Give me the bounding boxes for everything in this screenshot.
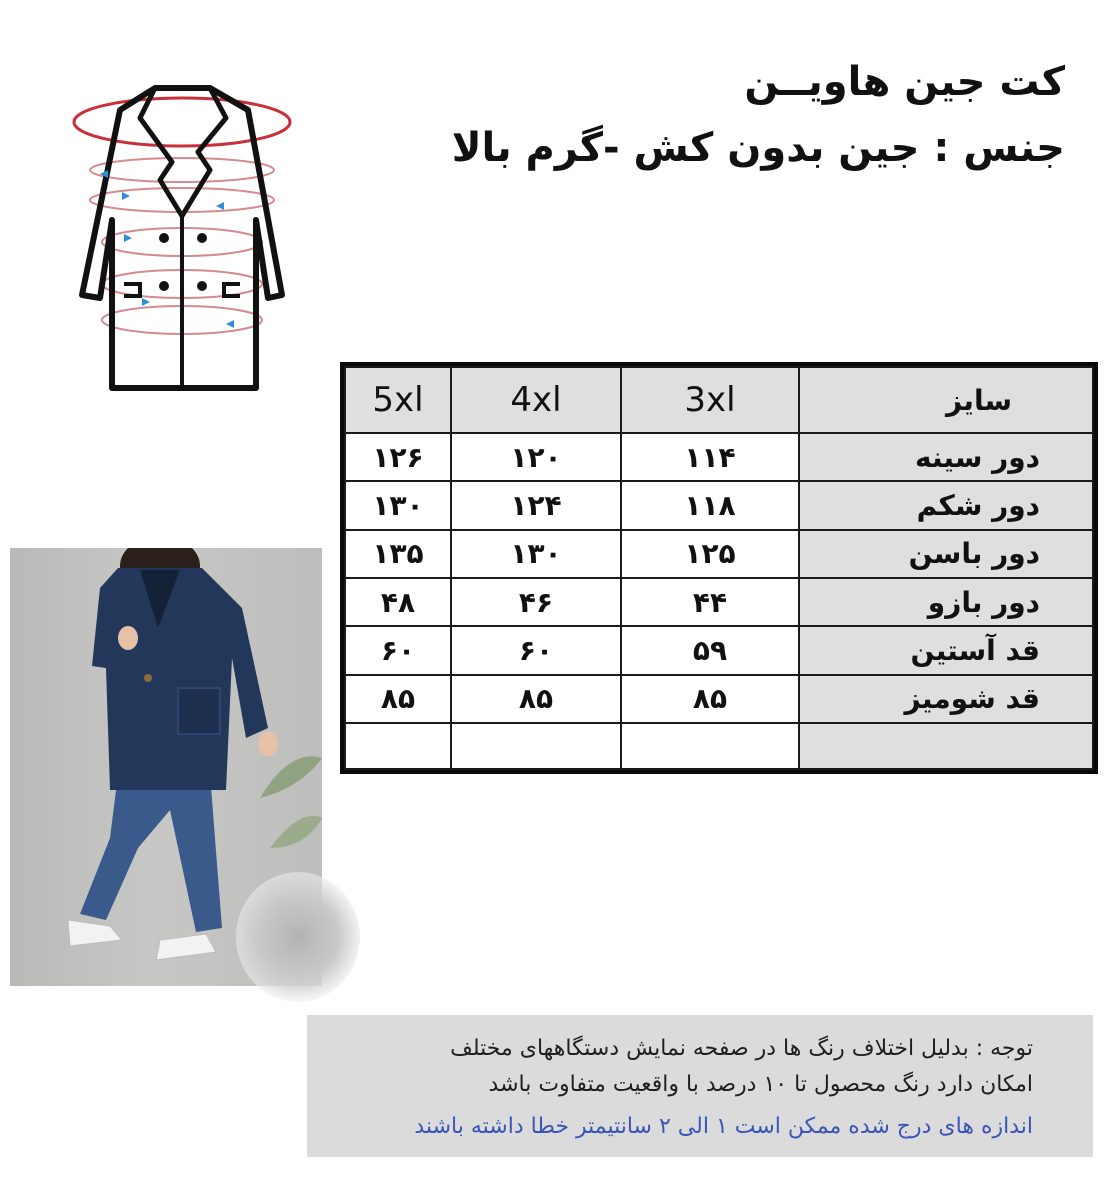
row-label-length: قد شومیز bbox=[799, 675, 1093, 723]
product-title: کت جین هاویــن bbox=[744, 59, 1065, 105]
button bbox=[197, 233, 207, 243]
cell-value: ۶۰ bbox=[451, 626, 621, 674]
button bbox=[159, 281, 169, 291]
column-header-5xl: 5xl bbox=[345, 367, 451, 433]
arrow-icon bbox=[122, 192, 130, 200]
cell-value: ۸۵ bbox=[345, 675, 451, 723]
column-header-4xl: 4xl bbox=[451, 367, 621, 433]
empty-cell bbox=[621, 723, 799, 769]
button bbox=[159, 233, 169, 243]
row-label-sleeve-length: قد آستین bbox=[799, 626, 1093, 674]
cell-value: ۶۰ bbox=[345, 626, 451, 674]
product-material: جنس : جین بدون کش -گرم بالا bbox=[451, 125, 1065, 171]
arrow-icon bbox=[216, 202, 224, 210]
cell-value: ۱۳۵ bbox=[345, 530, 451, 578]
table-row bbox=[345, 481, 1093, 529]
note-line-color: توجه : بدلیل اختلاف رنگ ها در صفحه نمایش دستگاههای مختلف bbox=[450, 1036, 1033, 1061]
pocket-left bbox=[124, 284, 140, 296]
table-row bbox=[345, 530, 1093, 578]
jacket-lapel-right bbox=[182, 88, 226, 216]
table-row bbox=[345, 578, 1093, 626]
arrow-icon bbox=[124, 234, 132, 242]
cell-value: ۱۲۰ bbox=[451, 433, 621, 481]
row-label-chest: دور سینه bbox=[799, 433, 1093, 481]
cell-value: ۴۶ bbox=[451, 578, 621, 626]
arrow-icon bbox=[142, 298, 150, 306]
button bbox=[197, 281, 207, 291]
table-row-empty bbox=[345, 723, 1093, 769]
table-row bbox=[345, 626, 1093, 674]
jacket-lapel-left bbox=[140, 88, 182, 216]
disclaimer-note bbox=[307, 1015, 1093, 1157]
cell-value: ۱۳۰ bbox=[451, 530, 621, 578]
product-header bbox=[451, 59, 1065, 192]
empty-cell bbox=[451, 723, 621, 769]
cell-value: ۸۵ bbox=[451, 675, 621, 723]
empty-cell bbox=[345, 723, 451, 769]
size-chart bbox=[340, 362, 1098, 774]
size-table bbox=[344, 366, 1094, 770]
table-row bbox=[345, 433, 1093, 481]
row-label-waist: دور شکم bbox=[799, 481, 1093, 529]
table-header-row bbox=[345, 367, 1093, 433]
cell-value: ۱۲۵ bbox=[621, 530, 799, 578]
column-header-size: سایز bbox=[799, 367, 1093, 433]
cell-value: ۴۸ bbox=[345, 578, 451, 626]
shoulder-ring bbox=[74, 98, 290, 146]
row-label-arm: دور بازو bbox=[799, 578, 1093, 626]
empty-cell bbox=[799, 723, 1093, 769]
upper-ring bbox=[90, 188, 274, 212]
cell-value: ۱۳۰ bbox=[345, 481, 451, 529]
pocket-right bbox=[224, 284, 240, 296]
cell-value: ۸۵ bbox=[621, 675, 799, 723]
column-header-3xl: 3xl bbox=[621, 367, 799, 433]
jacket-measurement-diagram bbox=[60, 70, 320, 400]
arrow-icon bbox=[226, 320, 234, 328]
cell-value: ۱۱۸ bbox=[621, 481, 799, 529]
cell-value: ۱۱۴ bbox=[621, 433, 799, 481]
note-line-variance: امکان دارد رنگ محصول تا ۱۰ درصد با واقعیت متفاوت باشد bbox=[488, 1072, 1033, 1097]
row-label-hip: دور باسن bbox=[799, 530, 1093, 578]
cell-value: ۱۲۶ bbox=[345, 433, 451, 481]
cell-value: ۴۴ bbox=[621, 578, 799, 626]
table-row bbox=[345, 675, 1093, 723]
cell-value: ۵۹ bbox=[621, 626, 799, 674]
cell-value: ۱۲۴ bbox=[451, 481, 621, 529]
chest-ring bbox=[90, 158, 274, 182]
note-line-measurement: اندازه های درج شده ممکن است ۱ الی ۲ سانتیمتر خطا داشته باشند bbox=[414, 1114, 1033, 1139]
blur-patch bbox=[236, 872, 360, 1002]
